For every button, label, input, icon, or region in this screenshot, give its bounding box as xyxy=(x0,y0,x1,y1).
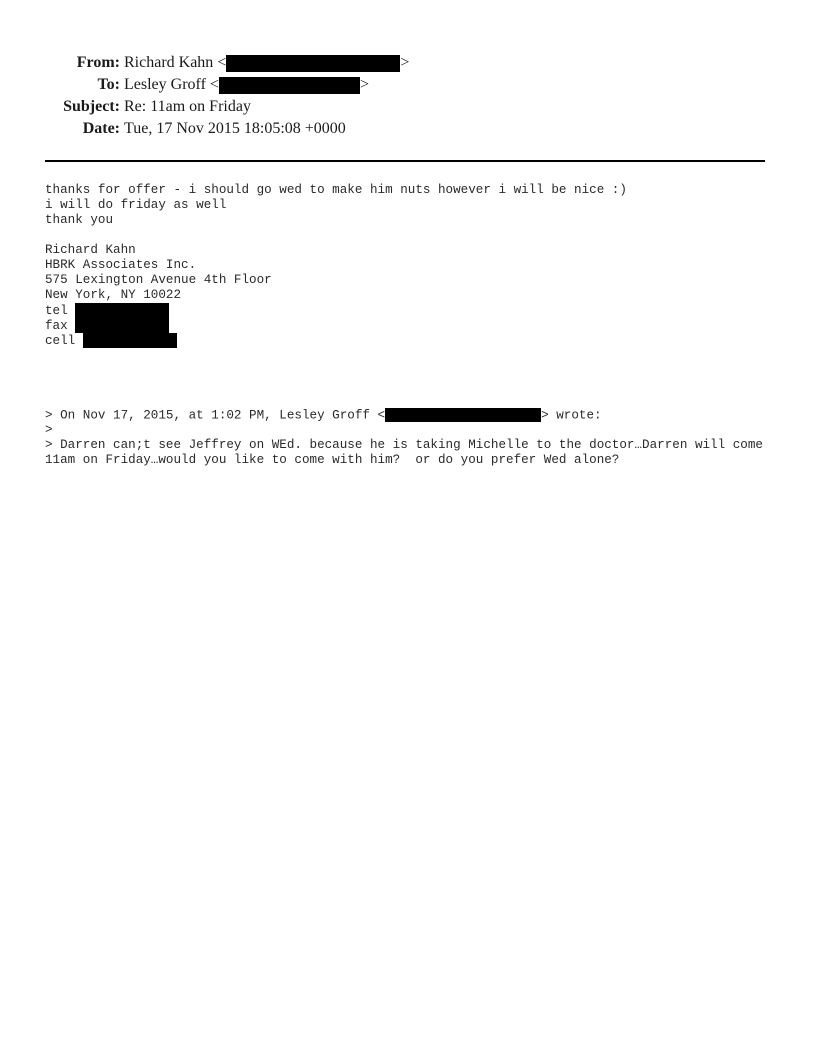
redacted-email-quoted xyxy=(385,408,541,422)
to-row xyxy=(0,74,816,96)
signature-name: Richard Kahn xyxy=(45,243,136,257)
date-label: Date: xyxy=(82,120,120,137)
header-divider xyxy=(45,160,765,162)
to-label: To: xyxy=(97,76,120,93)
redacted-tel xyxy=(75,303,169,318)
signature-fax xyxy=(45,318,770,333)
redacted-fax xyxy=(75,318,169,333)
signature-address-line1: 575 Lexington Avenue 4th Floor xyxy=(45,273,272,287)
subject-label: Subject: xyxy=(63,98,120,115)
quoted-intro-suffix: > wrote: xyxy=(541,408,602,423)
message-line: i will do friday as well xyxy=(45,198,227,212)
message-line: thank you xyxy=(45,213,114,227)
date-value: Tue, 17 Nov 2015 18:05:08 +0000 xyxy=(124,120,346,137)
quoted-blank-line: > xyxy=(45,423,53,437)
spacer xyxy=(45,348,770,408)
fax-label: fax xyxy=(45,318,68,333)
signature-cell xyxy=(45,333,770,348)
to-value xyxy=(124,74,369,96)
signature-company: HBRK Associates Inc. xyxy=(45,258,197,272)
to-lt: < xyxy=(209,76,219,93)
from-value xyxy=(124,52,409,74)
quoted-intro-prefix: > On Nov 17, 2015, at 1:02 PM, Lesley Groff < xyxy=(45,408,386,423)
from-row xyxy=(0,52,816,74)
subject-value: Re: 11am on Friday xyxy=(124,98,251,115)
from-name: Richard Kahn xyxy=(124,54,214,71)
email-header xyxy=(0,52,816,140)
blank-line xyxy=(45,228,770,243)
quoted-message: > Darren can;t see Jeffrey on WEd. because he is taking Michelle to the doctor…Darren will come 11am on Friday…would you like to come with him? or do you prefer Wed alone? xyxy=(45,438,771,467)
subject-row xyxy=(0,96,816,118)
to-name: Lesley Groff xyxy=(124,76,206,93)
redacted-cell xyxy=(83,333,177,348)
from-lt: < xyxy=(217,54,227,71)
cell-label: cell xyxy=(45,333,76,348)
redacted-email-from xyxy=(226,55,400,72)
to-gt: > xyxy=(359,76,369,93)
signature-address-line2: New York, NY 10022 xyxy=(45,288,182,302)
quoted-intro xyxy=(45,408,770,423)
redacted-email-to xyxy=(219,77,360,94)
signature-tel xyxy=(45,303,770,318)
from-gt: > xyxy=(400,54,410,71)
date-row xyxy=(0,118,816,140)
message-line: thanks for offer - i should go wed to make him nuts however i will be nice :) xyxy=(45,183,627,197)
email-body xyxy=(45,183,770,468)
tel-label: tel xyxy=(45,303,68,318)
from-label: From: xyxy=(76,54,120,71)
